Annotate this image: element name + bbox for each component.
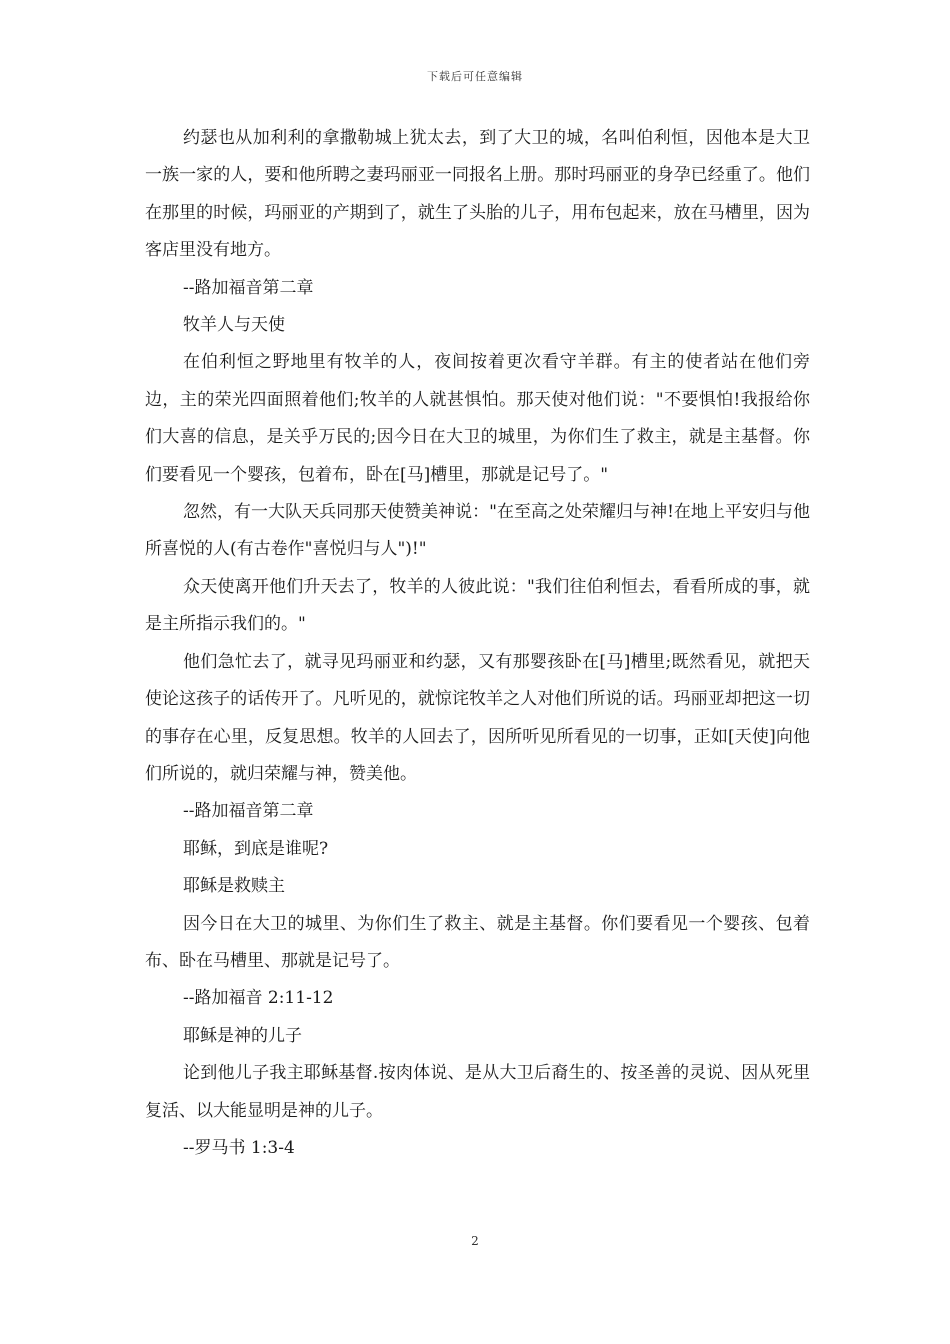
document-body (145, 120, 810, 1167)
paragraph: 在伯利恒之野地里有牧羊的人，夜间按着更次看守羊群。有主的使者站在他们旁边，主的荣光四面照着他们;牧羊的人就甚惧怕。那天使对他们说："不要惧怕!我报给你们大喜的信息，是关乎万民的;因今日在大卫的城里，为你们生了救主，就是主基督。你们要看见一个婴孩，包着布，卧在[马]槽里，那就是记号了。" (145, 352, 810, 485)
section-heading: 耶稣是救赎主 (183, 876, 285, 897)
scripture-reference: --路加福音第二章 (183, 801, 314, 822)
paragraph: 忽然，有一大队天兵同那天使赞美神说："在至高之处荣耀归与神!在地上平安归与他所喜悦的人(有古卷作"喜悦归与人")!" (145, 502, 810, 560)
section-heading: 耶稣是神的儿子 (183, 1025, 302, 1046)
section-heading: 牧羊人与天使 (183, 315, 285, 336)
paragraph: 约瑟也从加利利的拿撒勒城上犹太去，到了大卫的城，名叫伯利恒，因他本是大卫一族一家的人，要和他所聘之妻玛丽亚一同报名上册。那时玛丽亚的身孕已经重了。他们在那里的时候，玛丽亚的产期到了，就生了头胎的儿子，用布包起来，放在马槽里，因为客店里没有地方。 (145, 128, 810, 261)
scripture-reference: --罗马书 1:3-4 (183, 1137, 295, 1158)
paragraph: 众天使离开他们升天去了，牧羊的人彼此说："我们往伯利恒去，看看所成的事，就是主所指示我们的。" (145, 576, 810, 635)
page-header: 下载后可任意编辑 (427, 70, 523, 83)
paragraph: 他们急忙去了，就寻见玛丽亚和约瑟，又有那婴孩卧在[马]槽里;既然看见，就把天使论这孩子的话传开了。凡听见的，就惊诧牧羊之人对他们所说的话。玛丽亚却把这一切的事存在心里，反复思想。牧羊的人回去了，因所听见所看见的一切事，正如[天使]向他们所说的，就归荣耀与神，赞美他。 (145, 651, 810, 784)
page-number: 2 (471, 1234, 479, 1248)
section-heading: 耶稣，到底是谁呢? (183, 838, 329, 859)
paragraph: 因今日在大卫的城里、为你们生了救主、就是主基督。你们要看见一个婴孩、包着布、卧在马槽里、那就是记号了。 (145, 913, 810, 971)
scripture-reference: --路加福音第二章 (183, 277, 314, 298)
paragraph: 论到他儿子我主耶稣基督.按肉体说、是从大卫后裔生的、按圣善的灵说、因从死里复活、以大能显明是神的儿子。 (145, 1063, 810, 1121)
scripture-reference: --路加福音 2:11-12 (183, 988, 334, 1009)
